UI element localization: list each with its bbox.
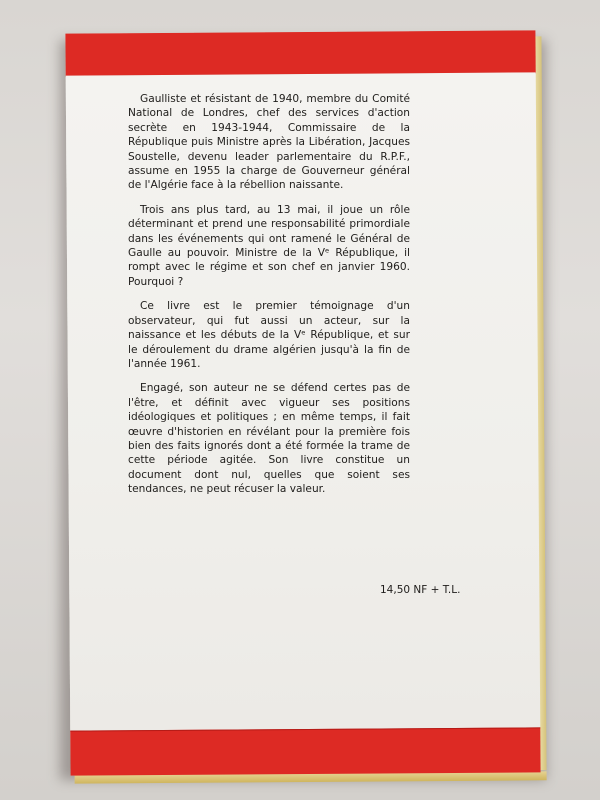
blurb-paragraph-3: Ce livre est le premier témoignage d'un observateur, qui fut aussi un acteur, sur la naissance et les débuts de la Vᵉ République, et sur le déroulement du drame algérien jusqu'à la fin de l'année 1961. (128, 300, 410, 370)
blurb-paragraph-2: Trois ans plus tard, au 13 mai, il joue un rôle déterminant et prend une responsabilité primordiale dans les événements qui ont ramené le Général de Gaulle au pouvoir. Ministre de la Vᵉ République, il rompt avec le régime et son chef en janvier 1960. Pourquoi ? (128, 203, 410, 288)
blurb-paragraph-4: Engagé, son auteur ne se défend certes pas de l'être, et définit avec vigueur ses positions idéologiques et politiques ; en même temps, il fait œuvre d'historien en révélant pour la première fois bien des faits ignorés dont a été formée la trame de cette période agitée. Son livre constitue un document dont nul, quelles que soient ses tendances, ne peut récuser la valeur. (128, 382, 410, 496)
back-cover-blurb (128, 92, 410, 507)
top-red-band (65, 30, 535, 76)
price-label: 14,50 NF + T.L. (380, 584, 461, 596)
blurb-paragraph-1: Gaulliste et résistant de 1940, membre du Comité National de Londres, chef des services d'action secrète en 1943-1944, Commissaire de la République puis Ministre après la Libération, Jacques Soustelle, devenu leader parlementaire du R.P.F., assume en 1955 la charge de Gouverneur général de l'Algérie face à la rébellion naissante. (128, 93, 410, 192)
bottom-red-band (70, 727, 540, 775)
